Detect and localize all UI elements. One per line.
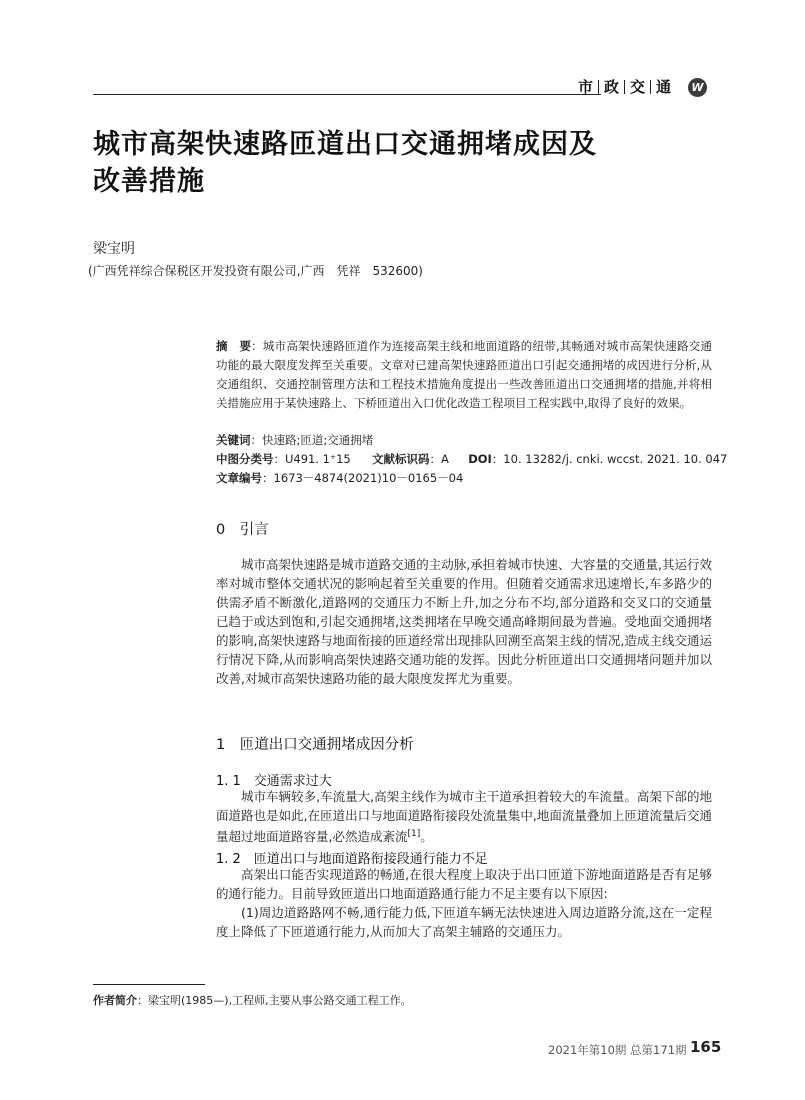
divider bbox=[624, 80, 625, 94]
issue-info: 2021年第10期 总第171期 bbox=[548, 1043, 687, 1057]
title-line: 改善措施 bbox=[93, 166, 205, 197]
abstract-label: 摘 要 bbox=[216, 339, 252, 353]
journal-logo-icon: W bbox=[688, 78, 707, 97]
page-number: 165 bbox=[690, 1038, 722, 1056]
footnote-label: 作者简介 bbox=[93, 994, 137, 1007]
doc-code-label: 文献标识码 bbox=[372, 452, 430, 466]
keywords bbox=[216, 432, 373, 448]
subsection-heading: 1. 2 匝道出口与地面道路衔接段通行能力不足 bbox=[216, 852, 488, 867]
doi-label: DOI bbox=[468, 452, 492, 466]
article-number bbox=[216, 470, 463, 486]
footnote-text: ：梁宝明(1985—),工程师,主要从事公路交通工程工作。 bbox=[137, 994, 412, 1007]
author-bio-footnote bbox=[93, 992, 412, 1008]
author-affiliation: (广西凭祥综合保税区开发投资有限公司,广西 凭祥 532600) bbox=[88, 264, 423, 278]
classification-line bbox=[216, 451, 727, 467]
clc-value: ：U491. 1⁺15 bbox=[273, 452, 351, 466]
abstract bbox=[216, 337, 712, 413]
abstract-text: ：城市高架快速路匝道作为连接高架主线和地面道路的纽带,其畅通对城市高架快速路交通功能的最大限度发挥至关重要。文章对已建高架快速路匝道出口引起交通拥堵的成因进行分析,从交通组织、交通控制管理方法和工程技术措施角度提出一些改善匝道出口交通拥堵的措施,并将相关措施应用于某快速路上、下桥匝道出入口优化改造工程项目工程实践中,取得了良好的效果。 bbox=[216, 339, 712, 410]
author-name: 梁宝明 bbox=[93, 241, 135, 257]
section-char: 通 bbox=[656, 78, 672, 96]
section-char: 市 bbox=[578, 78, 594, 96]
divider bbox=[598, 80, 599, 94]
section-label bbox=[578, 76, 671, 97]
footnote-rule bbox=[93, 984, 205, 985]
citation: [1] bbox=[407, 829, 421, 839]
paragraph: 高架出口能否实现道路的畅通,在很大程度上取决于出口匝道下游地面道路是否有足够的通行能力。目前导致匝道出口地面道路通行能力不足主要有以下原因: (1)周边道路路网不畅,通行能力低,下匝道车辆无法快速进入周边道路分流,这在一定程度上降低了下匝道通行能力,从而加大了高架主辅路的交通压力。 bbox=[216, 867, 712, 939]
title-line: 城市高架快速路匝道出口交通拥堵成因及 bbox=[93, 129, 597, 160]
section-char: 交 bbox=[630, 78, 646, 96]
article-title bbox=[93, 126, 733, 200]
section-heading: 1 匝道出口交通拥堵成因分析 bbox=[216, 737, 414, 753]
section-heading: 0 引言 bbox=[216, 522, 269, 538]
keywords-label: 关键词 bbox=[216, 433, 251, 447]
doc-code-value: ：A bbox=[429, 452, 449, 466]
header-rule bbox=[93, 94, 601, 95]
paragraph: 城市车辆较多,车流量大,高架主线作为城市主干道承担着较大的车流量。高架下部的地面道路也是如此,在匝道出口与地面道路衔接段处流量集中,地面流量叠加上匝道流量后交通量超过地面道路容量,必然造成紊流[1]。 bbox=[216, 789, 712, 845]
section-char: 政 bbox=[604, 78, 620, 96]
article-number-value: ：1673－4874(2021)10－0165－04 bbox=[262, 471, 464, 485]
divider bbox=[650, 80, 651, 94]
subsection-heading: 1. 1 交通需求过大 bbox=[216, 774, 332, 789]
keywords-value: ：快速路;匝道;交通拥堵 bbox=[250, 433, 374, 447]
paragraph: 城市高架快速路是城市道路交通的主动脉,承担着城市快速、大容量的交通量,其运行效率对城市整体交通状况的影响起着至关重要的作用。但随着交通需求迅速增长,车多路少的供需矛盾不断激化,道路网的交通压力不断上升,加之分布不均,部分道路和交叉口的交通量已趋于或达到饱和,引起交通拥堵,这类拥堵在早晚交通高峰期间最为普遍。受地面交通拥堵的影响,高架快速路与地面衔接的匝道经常出现排队回溯至高架主线的情况,造成主线交通运行情况下降,从而影响高架快速路交通功能的发挥。因此分析匝道出口交通拥堵问题并加以改善,对城市高架快速路功能的最大限度发挥尤为重要。 bbox=[216, 557, 712, 686]
clc-label: 中图分类号 bbox=[216, 452, 274, 466]
article-number-label: 文章编号 bbox=[216, 471, 262, 485]
doi-value: ：10. 13282/j. cnki. wccst. 2021. 10. 047 bbox=[491, 452, 728, 466]
